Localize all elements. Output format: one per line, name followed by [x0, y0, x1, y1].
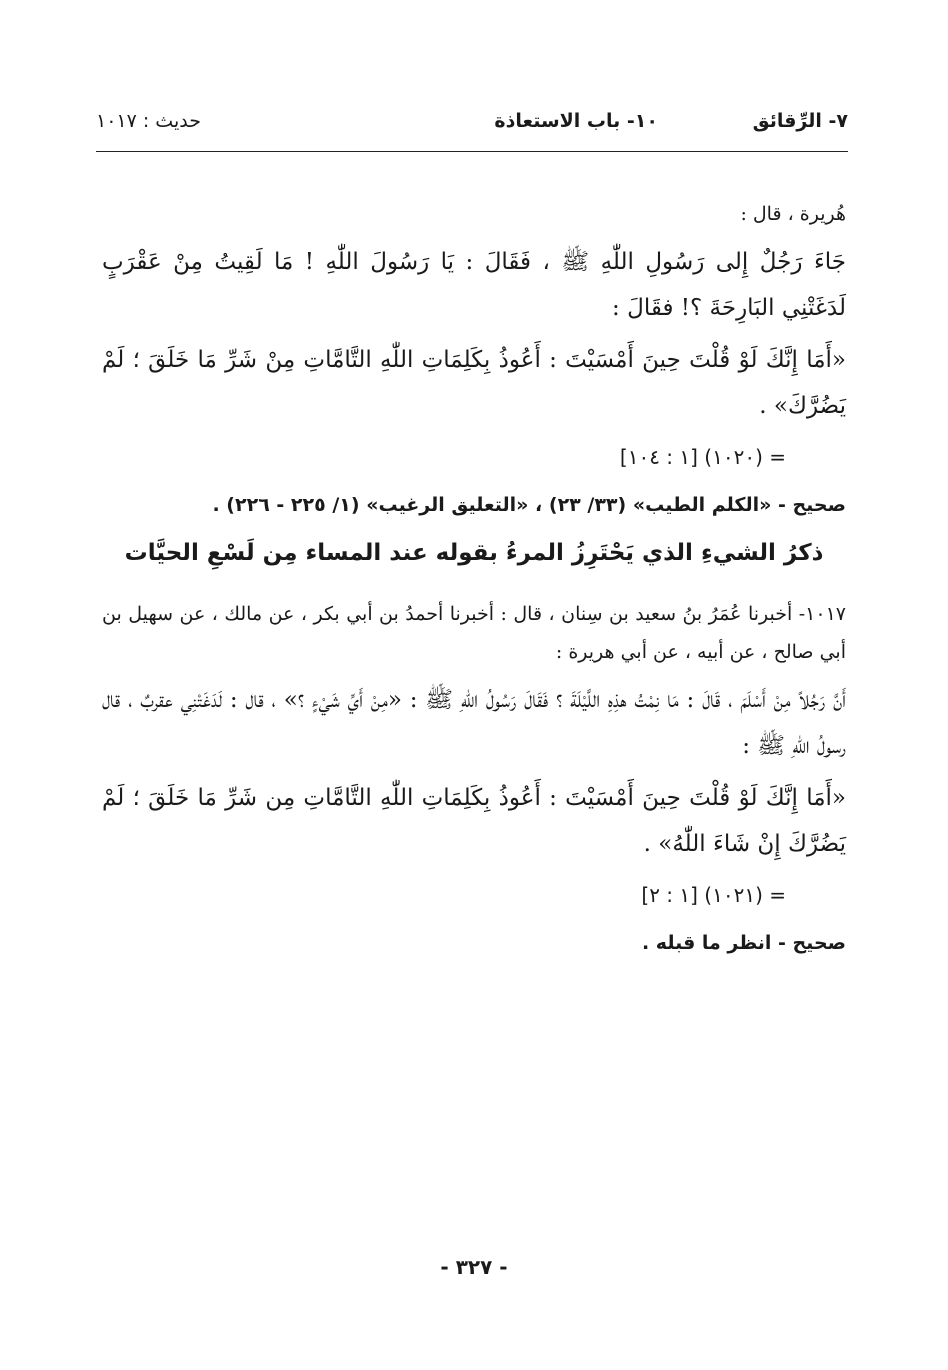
- header-divider: [96, 151, 848, 152]
- hadith-quote-1: «أَمَا إِنَّكَ لَوْ قُلْتَ حِينَ أَمْسَيْتَ : أَعُوذُ بِكَلِمَاتِ اللّٰهِ التَّامَّاتِ مِنْ شَرِّ مَا خَلَقَ ؛ لَمْ يَضُرَّكَ» .: [102, 347, 846, 419]
- hadith-number-label: حديث : ١٠١٧: [96, 110, 201, 132]
- cross-reference-1: = (١٠٢٠) [١ : ١٠٤]: [619, 445, 786, 469]
- running-header: [96, 110, 848, 150]
- grading-note-1: صحيح - «الكلم الطيب» (٣٣/ ٢٣) ، «التعليق الرغيب» (١/ ٢٢٥ - ٢٢٦) .: [212, 494, 846, 516]
- continuation-line: هُريرة ، قال :: [740, 203, 846, 225]
- hadith-quote-2: «أَمَا إِنَّكَ لَوْ قُلْتَ حِينَ أَمْسَيْتَ : أَعُوذُ بِكَلِمَاتِ اللّٰهِ التَّامَّاتِ مِن شَرِّ مَا خَلَقَ ؛ لَمْ يَضُرَّكَ إِنْ شَاءَ اللّٰهُ» .: [102, 785, 846, 857]
- grading-note-2: صحيح - انظر ما قبله .: [641, 932, 846, 954]
- hadith-text-2: أَنَّ رَجُلاً مِنْ أَسْلَمَ ، قَالَ : مَا نِمْتُ هذِهِ اللَّيْلَةَ ؟ فَقَالَ رَسُولُ اللّٰهِ ﷺ : «مِنْ أَيِّ شَيْءٍ ؟» ، قال : لَدَغَتْنِي عقربٌ ، قال رسولُ اللّٰهِ ﷺ :: [102, 687, 846, 759]
- section-title: ١٠- باب الاستعاذة: [494, 110, 658, 132]
- section-heading: ذكرُ الشيءِ الذي يَحْتَرِزُ المرءُ بقوله عند المساء مِن لَسْعِ الحيَّات: [124, 540, 824, 566]
- chapter-title: ٧- الرِّقائق: [752, 110, 848, 132]
- isnad-chain: ١٠١٧- أخبرنا عُمَرُ بنُ سعيد بن سِنان ، قال : أخبرنا أحمدُ بن أبي بكر ، عن مالك ، عن سهيل بن أبي صالح ، عن أبيه ، عن أبي هريرة :: [102, 603, 846, 663]
- page-number: - ٣٢٧ -: [440, 1255, 508, 1279]
- page-body: [102, 195, 846, 963]
- hadith-text-1: جَاءَ رَجُلٌ إِلى رَسُولِ اللّٰهِ ﷺ ، فَقَالَ : يَا رَسُولَ اللّٰهِ ! مَا لَقِيتُ مِنْ عَقْرَبٍ لَدَغَتْنِي البَارِحَةَ ؟! فقَالَ :: [102, 249, 846, 321]
- cross-reference-2: = (١٠٢١) [١ : ٢]: [641, 883, 786, 907]
